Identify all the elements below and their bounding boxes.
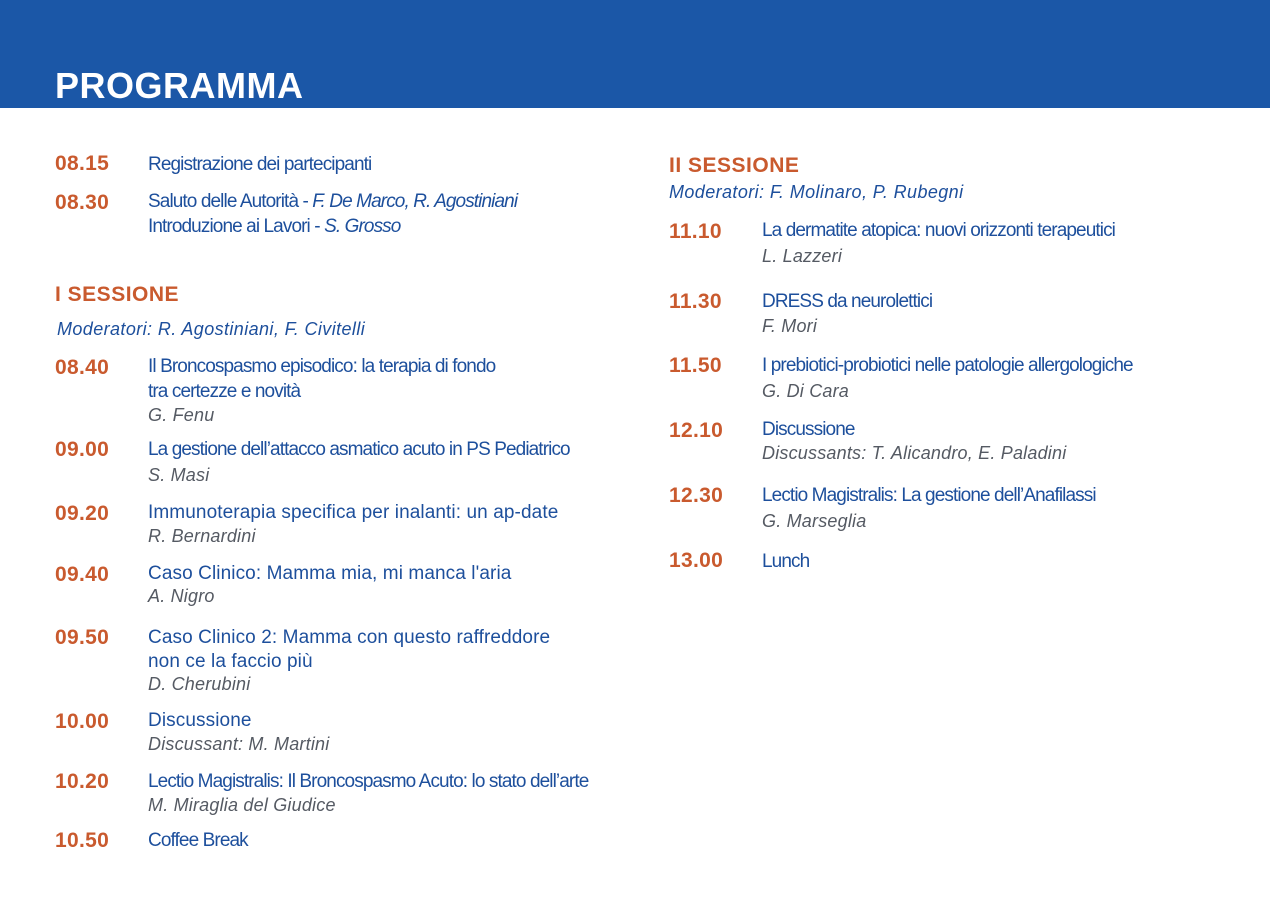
session-moderators: Moderatori: R. Agostiniani, F. Civitelli — [57, 319, 366, 339]
item-speaker: A. Nigro — [148, 586, 215, 606]
item-time: 11.30 — [669, 290, 722, 313]
item-title: Lunch — [762, 551, 810, 572]
item-time: 13.00 — [669, 549, 724, 572]
item-speaker: F. Mori — [762, 316, 818, 336]
item-speaker: G. Marseglia — [762, 511, 867, 531]
item-title-line2: tra certezze e novità — [148, 381, 301, 402]
item-speaker: D. Cherubini — [148, 674, 251, 694]
session-moderators: Moderatori: F. Molinaro, P. Rubegni — [669, 182, 964, 202]
item-title: DRESS da neurolettici — [762, 291, 933, 312]
item-title-text: Saluto delle Autorità - — [148, 191, 313, 212]
item-time: 11.10 — [669, 220, 722, 243]
page-title: PROGRAMMA — [55, 65, 304, 106]
item-title: Il Broncospasmo episodico: la terapia di fondo — [148, 356, 496, 377]
item-title — [148, 190, 517, 214]
header-banner — [0, 0, 1270, 108]
item-title-speaker: F. De Marco, R. Agostiniani — [312, 191, 518, 212]
item-title: Lectio Magistralis: La gestione dell’Anafilassi — [762, 485, 1096, 506]
item-time: 08.15 — [55, 152, 110, 175]
item-time: 10.20 — [55, 770, 110, 793]
item-title: Coffee Break — [148, 830, 248, 851]
session-heading: I SESSIONE — [55, 283, 180, 306]
item-speaker: G. Di Cara — [762, 381, 850, 401]
item-time: 08.40 — [55, 356, 110, 379]
item-time: 11.50 — [669, 354, 722, 377]
item-speaker: S. Masi — [148, 465, 210, 485]
item-speaker: Discussants: T. Alicandro, E. Paladini — [762, 443, 1067, 463]
item-time: 09.40 — [55, 563, 110, 586]
item-speaker: L. Lazzeri — [762, 246, 843, 266]
item-time: 12.30 — [669, 484, 724, 507]
item-time: 10.00 — [55, 710, 110, 733]
item-title: La dermatite atopica: nuovi orizzonti terapeutici — [762, 220, 1116, 241]
item-speaker: R. Bernardini — [148, 526, 256, 546]
item-title: Caso Clinico: Mamma mia, mi manca l'aria — [148, 563, 512, 584]
item-speaker: Discussant: M. Martini — [148, 734, 330, 754]
item-speaker: G. Fenu — [148, 405, 215, 425]
item-speaker: M. Miraglia del Giudice — [148, 795, 336, 815]
item-title2-speaker: S. Grosso — [324, 216, 401, 237]
item-title-line2: non ce la faccio più — [148, 651, 313, 672]
item-time: 09.50 — [55, 626, 110, 649]
item-time: 09.00 — [55, 438, 110, 461]
session-heading: II SESSIONE — [669, 154, 800, 177]
item-title-line2 — [148, 215, 400, 239]
item-title: Caso Clinico 2: Mamma con questo raffreddore — [148, 627, 551, 648]
item-time: 09.20 — [55, 502, 110, 525]
item-title: La gestione dell’attacco asmatico acuto in PS Pediatrico — [148, 439, 570, 460]
item-title: Registrazione dei partecipanti — [148, 154, 372, 175]
item-title: Discussione — [762, 419, 855, 440]
item-title: Discussione — [148, 710, 252, 731]
item-title2-text: Introduzione ai Lavori - — [148, 216, 325, 237]
item-title: Lectio Magistralis: Il Broncospasmo Acuto: lo stato dell’arte — [148, 771, 589, 792]
item-title: Immunoterapia specifica per inalanti: un ap-date — [148, 502, 559, 523]
item-time: 12.10 — [669, 419, 724, 442]
item-time: 10.50 — [55, 829, 110, 852]
item-title: I prebiotici-probiotici nelle patologie allergologiche — [762, 355, 1133, 376]
item-time: 08.30 — [55, 191, 110, 214]
